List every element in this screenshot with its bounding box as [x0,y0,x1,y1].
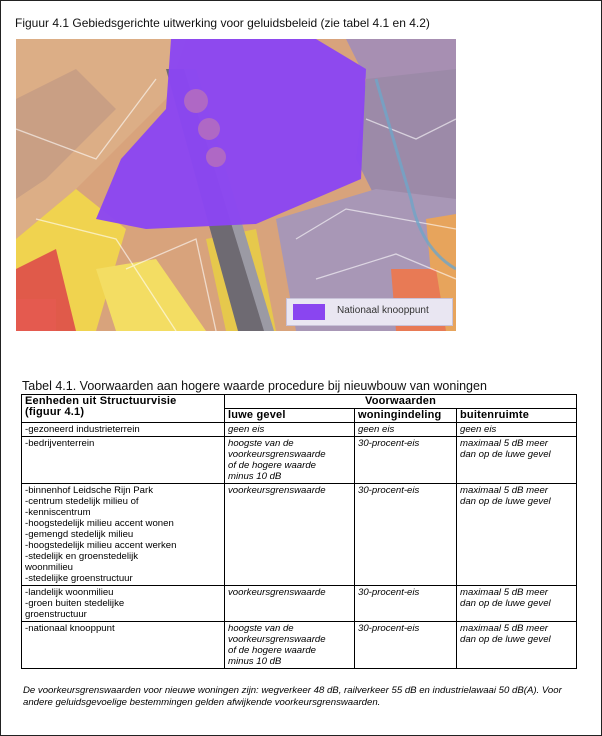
cell-luwe: hoogste van de voorkeursgrenswaarde of de hogere waarde minus 10 dB [225,437,355,484]
cell-buiten: maximaal 5 dB meer dan op de luwe gevel [457,484,577,586]
cell-buiten: geen eis [457,423,577,437]
cell-unit: -binnenhof Leidsche Rijn Park -centrum stedelijk milieu of -kenniscentrum -hoogstedelijk milieu accent wonen -gemengd stedelijk milieu -hoogstedelijk milieu accent werken -stedelijk en groenstedelijk woonmilieu -stedelijke groenstructuur [22,484,225,586]
cell-woning: 30-procent-eis [355,586,457,622]
cell-buiten: maximaal 5 dB meer dan op de luwe gevel [457,437,577,484]
header-buitenruimte: buitenruimte [457,409,577,423]
cell-luwe: voorkeursgrenswaarde [225,586,355,622]
table-row [22,622,577,669]
cell-woning: 30-procent-eis [355,484,457,586]
zoning-map [16,39,456,331]
cell-buiten: maximaal 5 dB meer dan op de luwe gevel [457,622,577,669]
header-woningindeling: woningindeling [355,409,457,423]
legend-swatch [293,304,325,320]
table-row [22,586,577,622]
map-legend [286,298,453,326]
map-graphic [16,39,456,331]
cell-buiten: maximaal 5 dB meer dan op de luwe gevel [457,586,577,622]
header-units: Eenheden uit Structuurvisie (figuur 4.1) [22,395,225,423]
cell-unit: -gezoneerd industrieterrein [22,423,225,437]
table-caption: Tabel 4.1. Voorwaarden aan hogere waarde procedure bij nieuwbouw van woningen [22,379,487,393]
table-row [22,437,577,484]
cell-unit: -nationaal knooppunt [22,622,225,669]
header-conditions: Voorwaarden [225,395,577,409]
cell-unit: -bedrijventerrein [22,437,225,484]
conditions-table [21,394,577,669]
cell-unit: -landelijk woonmilieu -groen buiten stedelijke groenstructuur [22,586,225,622]
cell-luwe: voorkeursgrenswaarde [225,484,355,586]
legend-label: Nationaal knooppunt [337,305,429,316]
cell-luwe: geen eis [225,423,355,437]
cell-woning: 30-procent-eis [355,622,457,669]
table-footnote: De voorkeursgrenswaarden voor nieuwe woningen zijn: wegverkeer 48 dB, railverkeer 55 dB en industrielawaai 50 dB(A). Voor andere geluidsgevoelige bestemmingen gelden afwijkende voorkeursgrenswaarden. [23,685,562,708]
figure-caption: Figuur 4.1 Gebiedsgerichte uitwerking voor geluidsbeleid (zie tabel 4.1 en 4.2) [15,16,430,30]
table-header-row [22,395,577,409]
header-luwe-gevel: luwe gevel [225,409,355,423]
table-row [22,423,577,437]
cell-woning: geen eis [355,423,457,437]
cell-luwe: hoogste van de voorkeursgrenswaarde of de hogere waarde minus 10 dB [225,622,355,669]
table-row [22,484,577,586]
cell-woning: 30-procent-eis [355,437,457,484]
